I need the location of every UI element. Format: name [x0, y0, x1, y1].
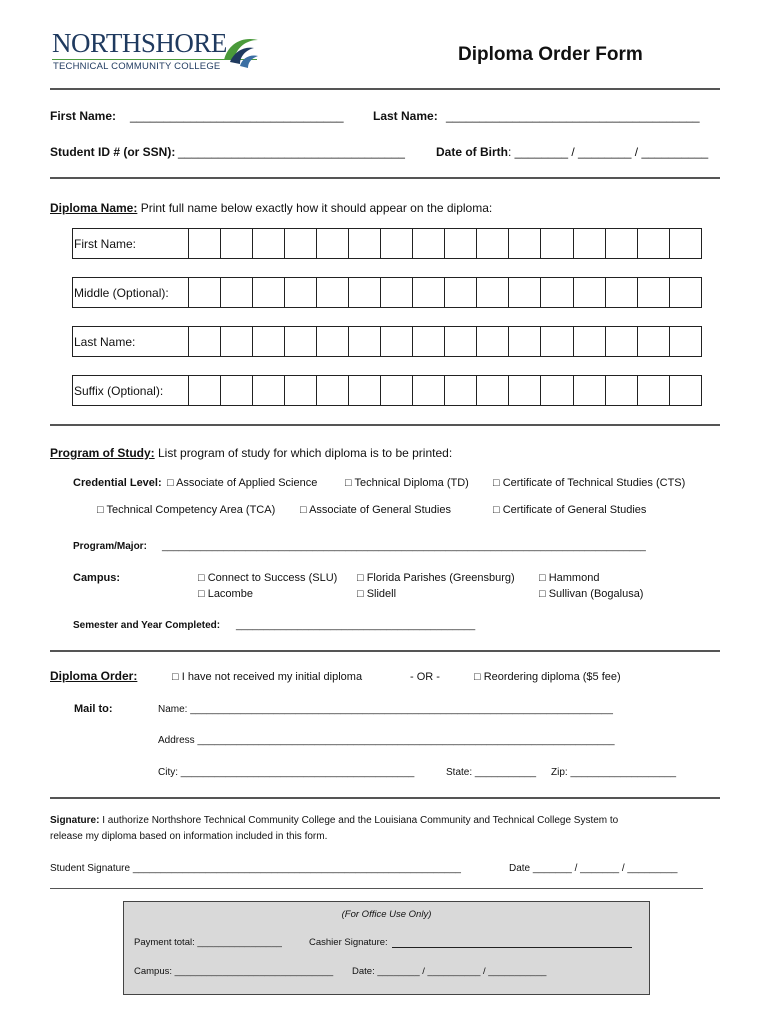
letter-box[interactable]	[252, 229, 284, 258]
campus-florida-parishes[interactable]: □ Florida Parishes (Greensburg)	[357, 572, 515, 584]
letter-box[interactable]	[412, 376, 444, 405]
mail-zip-field[interactable]: Zip: ___________________	[551, 767, 677, 778]
letter-box[interactable]	[508, 278, 540, 307]
letter-box[interactable]	[669, 278, 701, 307]
letter-box[interactable]	[540, 327, 572, 356]
letter-box[interactable]	[252, 376, 284, 405]
letter-box[interactable]	[188, 278, 220, 307]
campus-slu[interactable]: □ Connect to Success (SLU)	[198, 572, 338, 584]
first-name-field[interactable]: ________________________________	[130, 109, 344, 123]
divider	[50, 424, 720, 426]
letter-box[interactable]	[188, 327, 220, 356]
credential-td[interactable]: □ Technical Diploma (TD)	[345, 477, 469, 489]
student-signature-field[interactable]: Student Signature ___________________________________________________________	[50, 863, 461, 874]
letter-box[interactable]	[220, 376, 252, 405]
first-name-label: First Name:	[50, 109, 117, 123]
letter-box[interactable]	[573, 229, 605, 258]
letter-box[interactable]	[605, 327, 637, 356]
office-campus-field[interactable]: Campus: ______________________________	[134, 966, 334, 977]
letter-box[interactable]	[348, 327, 380, 356]
letter-box[interactable]	[284, 278, 316, 307]
letter-box[interactable]	[444, 376, 476, 405]
letter-box[interactable]	[476, 278, 508, 307]
letter-box[interactable]	[444, 327, 476, 356]
student-id-label: Student ID # (or SSN):	[50, 145, 176, 159]
letter-box[interactable]	[348, 278, 380, 307]
diploma-name-heading	[50, 201, 492, 215]
letter-box[interactable]	[540, 376, 572, 405]
letter-box[interactable]	[637, 327, 669, 356]
divider	[50, 177, 720, 179]
diploma-name-title: Diploma Name:	[50, 201, 138, 215]
cashier-signature-line[interactable]	[392, 947, 632, 948]
dob-field[interactable]	[436, 145, 708, 159]
letter-box[interactable]	[188, 229, 220, 258]
mail-address-field[interactable]: Address ___________________________________________________________________________	[158, 735, 615, 746]
letter-box[interactable]	[412, 229, 444, 258]
letter-box[interactable]	[316, 229, 348, 258]
reorder-option[interactable]: □ Reordering diploma ($5 fee)	[474, 671, 621, 683]
letter-box[interactable]	[188, 376, 220, 405]
campus-slidell[interactable]: □ Slidell	[357, 588, 397, 600]
box-label: Middle (Optional):	[74, 286, 169, 300]
letter-box[interactable]	[444, 229, 476, 258]
mail-city-field[interactable]: City: __________________________________________	[158, 767, 415, 778]
letter-box[interactable]	[637, 376, 669, 405]
middle-name-boxes[interactable]	[72, 277, 702, 308]
campus-lacombe[interactable]: □ Lacombe	[198, 588, 253, 600]
semester-label: Semester and Year Completed:	[73, 620, 221, 631]
letter-box[interactable]	[220, 327, 252, 356]
signature-label: Signature:	[50, 815, 100, 826]
mail-name-field[interactable]: Name: ____________________________________________________________________________	[158, 704, 613, 715]
letter-box[interactable]	[669, 229, 701, 258]
diploma-name-instructions: Print full name below exactly how it should appear on the diploma:	[137, 201, 493, 215]
office-date-field[interactable]: Date: ________ / __________ / ___________	[352, 966, 547, 977]
letter-box[interactable]	[380, 278, 412, 307]
logo-wave-icon	[220, 30, 262, 70]
letter-box[interactable]	[316, 376, 348, 405]
letter-box[interactable]	[284, 229, 316, 258]
letter-box[interactable]	[605, 278, 637, 307]
letter-box[interactable]	[316, 327, 348, 356]
signature-date-field[interactable]: Date _______ / _______ / _________	[509, 863, 678, 874]
semester-field[interactable]: ___________________________________________	[236, 620, 476, 631]
divider	[50, 888, 703, 889]
divider	[50, 650, 720, 652]
signature-authorization	[50, 815, 618, 826]
signature-text-2: release my diploma based on information included in this form.	[50, 831, 328, 842]
box-label: First Name:	[74, 237, 137, 251]
letter-box[interactable]	[476, 327, 508, 356]
office-use-box	[123, 901, 650, 995]
letter-box[interactable]	[637, 229, 669, 258]
letter-box[interactable]	[220, 229, 252, 258]
suffix-boxes[interactable]	[72, 375, 702, 406]
letter-box[interactable]	[348, 376, 380, 405]
letter-box[interactable]	[573, 278, 605, 307]
signature-text-1: I authorize Northshore Technical Community College and the Louisiana Community and Technical College System to	[99, 815, 619, 826]
dob-line[interactable]: : ________ / ________ / __________	[508, 145, 709, 159]
letter-box[interactable]	[605, 376, 637, 405]
dob-label: Date of Birth	[436, 145, 508, 159]
letter-box[interactable]	[637, 278, 669, 307]
campus-label: Campus:	[73, 572, 121, 584]
logo-subtitle: TECHNICAL COMMUNITY COLLEGE	[53, 61, 221, 72]
credential-cgs[interactable]: □ Certificate of General Studies	[493, 504, 647, 516]
letter-box[interactable]	[476, 376, 508, 405]
program-major-label: Program/Major:	[73, 541, 147, 552]
divider	[50, 88, 720, 90]
office-use-title: (For Office Use Only)	[341, 909, 432, 920]
letter-box[interactable]	[605, 229, 637, 258]
program-major-field[interactable]: _______________________________________________________________________________________	[162, 541, 646, 552]
first-name-boxes[interactable]	[72, 228, 702, 259]
initial-diploma-option[interactable]: □ I have not received my initial diploma	[172, 671, 363, 683]
letter-box[interactable]	[316, 278, 348, 307]
divider	[50, 797, 720, 799]
college-logo	[50, 28, 265, 78]
letter-box[interactable]	[284, 376, 316, 405]
letter-box[interactable]	[380, 327, 412, 356]
letter-box[interactable]	[508, 229, 540, 258]
letter-box[interactable]	[444, 278, 476, 307]
letter-box[interactable]	[540, 278, 572, 307]
box-label: Last Name:	[74, 335, 136, 349]
program-heading	[50, 446, 452, 460]
letter-box[interactable]	[508, 376, 540, 405]
letter-box[interactable]	[540, 229, 572, 258]
or-separator: - OR -	[410, 671, 440, 683]
diploma-order-heading: Diploma Order:	[50, 669, 138, 683]
credential-label: Credential Level:	[73, 477, 162, 489]
campus-hammond[interactable]: □ Hammond	[539, 572, 600, 584]
letter-box[interactable]	[412, 278, 444, 307]
form-title: Diploma Order Form	[458, 44, 643, 65]
letter-box[interactable]	[573, 376, 605, 405]
letter-box[interactable]	[573, 327, 605, 356]
mail-to-label: Mail to:	[74, 703, 113, 715]
credential-ags[interactable]: □ Associate of General Studies	[300, 504, 451, 516]
letter-box[interactable]	[284, 327, 316, 356]
mail-state-field[interactable]: State: ___________	[446, 767, 537, 778]
credential-aas[interactable]: □ Associate of Applied Science	[167, 477, 318, 489]
letter-box[interactable]	[380, 376, 412, 405]
cashier-signature-label: Cashier Signature:	[309, 937, 388, 948]
payment-total-field[interactable]: Payment total: ________________	[134, 937, 282, 948]
letter-box[interactable]	[476, 229, 508, 258]
letter-box[interactable]	[669, 327, 701, 356]
logo-name: NORTHSHORE	[52, 28, 227, 58]
program-instructions: List program of study for which diploma is to be printed:	[154, 446, 453, 460]
program-title: Program of Study:	[50, 446, 155, 460]
last-name-field[interactable]: ______________________________________	[446, 109, 700, 123]
letter-box[interactable]	[220, 278, 252, 307]
letter-box[interactable]	[348, 229, 380, 258]
letter-box[interactable]	[380, 229, 412, 258]
letter-box[interactable]	[252, 278, 284, 307]
campus-sullivan[interactable]: □ Sullivan (Bogalusa)	[539, 588, 644, 600]
student-id-field[interactable]: __________________________________	[178, 145, 405, 159]
last-name-boxes[interactable]	[72, 326, 702, 357]
last-name-label: Last Name:	[373, 109, 438, 123]
credential-tca[interactable]: □ Technical Competency Area (TCA)	[97, 504, 276, 516]
box-label: Suffix (Optional):	[74, 384, 164, 398]
letter-box[interactable]	[412, 327, 444, 356]
letter-box[interactable]	[508, 327, 540, 356]
credential-cts[interactable]: □ Certificate of Technical Studies (CTS)	[493, 477, 686, 489]
letter-box[interactable]	[252, 327, 284, 356]
letter-box[interactable]	[669, 376, 701, 405]
